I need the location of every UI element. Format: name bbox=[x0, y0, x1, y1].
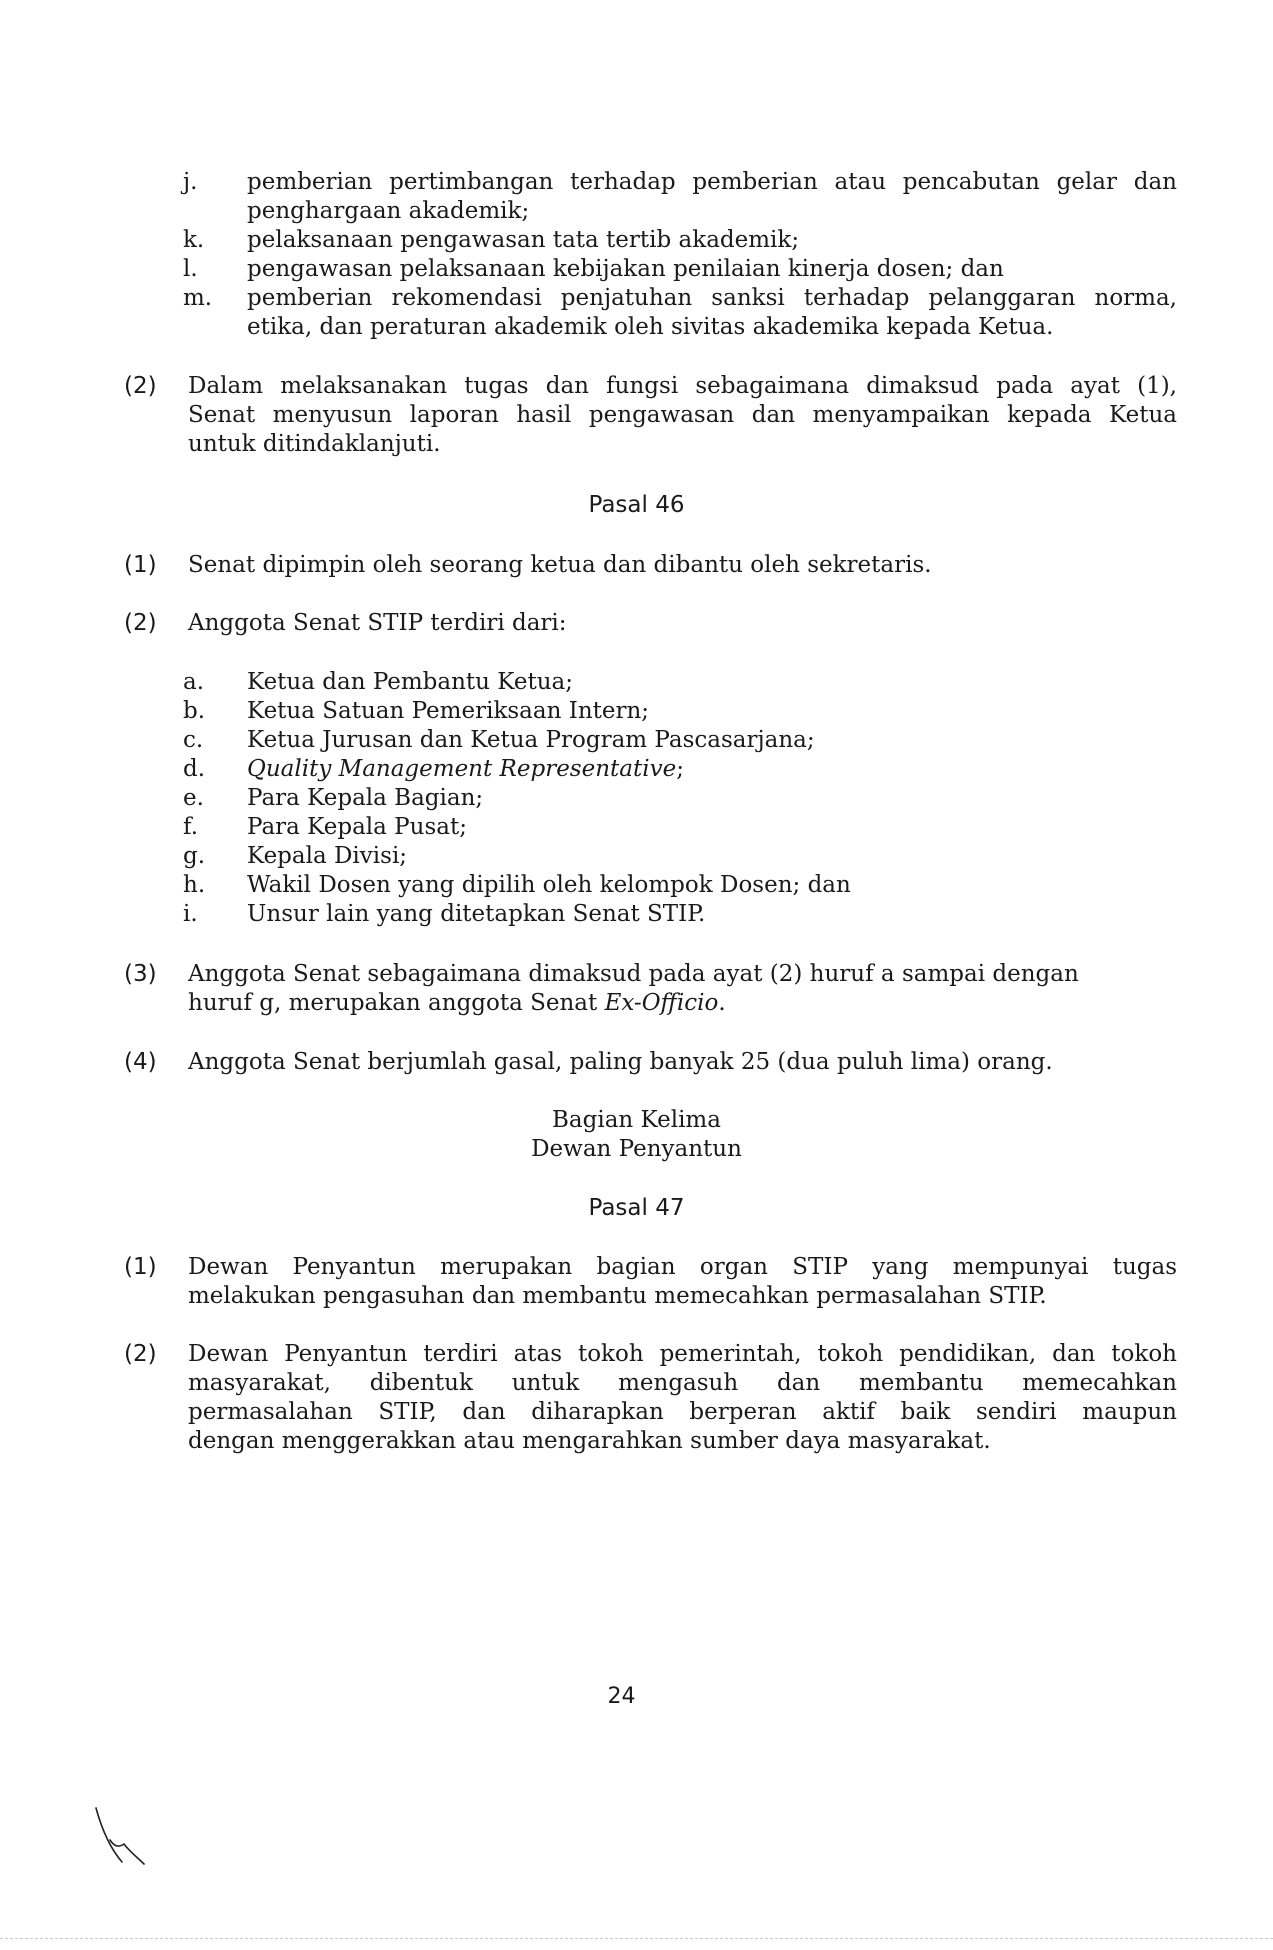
paragraph-number: (2) bbox=[124, 1341, 157, 1367]
bagian-heading: Bagian Kelima bbox=[552, 1107, 721, 1133]
paragraph-line bbox=[0, 1369, 1273, 1398]
list-item-continuation bbox=[0, 197, 1273, 226]
list-item-text: Kepala Divisi; bbox=[247, 843, 408, 869]
paragraph-line bbox=[0, 1340, 1273, 1369]
paragraph-line bbox=[0, 551, 1273, 580]
list-item-text bbox=[247, 755, 1177, 784]
paragraph-text: melakukan pengasuhan dan membantu memecahkan permasalahan STIP. bbox=[188, 1283, 1047, 1309]
paragraph-number: (3) bbox=[124, 961, 157, 987]
punctuation: ; bbox=[676, 756, 684, 782]
pasal-46-heading: Pasal 46 bbox=[588, 492, 685, 518]
list-item bbox=[0, 697, 1273, 726]
list-item bbox=[0, 668, 1273, 697]
list-item-text: etika, dan peraturan akademik oleh sivitas akademika kepada Ketua. bbox=[247, 314, 1054, 340]
initial-signature-mark bbox=[88, 1800, 148, 1870]
paragraph-line bbox=[0, 430, 1273, 459]
paragraph-text bbox=[188, 989, 1177, 1018]
list-item-label: k. bbox=[183, 227, 205, 253]
bagian-subheading: Dewan Penyantun bbox=[531, 1136, 742, 1162]
paragraph-line bbox=[0, 609, 1273, 638]
list-item-label: l. bbox=[183, 256, 198, 282]
list-item bbox=[0, 871, 1273, 900]
list-item-label: e. bbox=[183, 785, 204, 811]
list-item bbox=[0, 168, 1273, 197]
list-item bbox=[0, 900, 1273, 929]
paragraph-line bbox=[0, 989, 1273, 1018]
list-item bbox=[0, 784, 1273, 813]
paragraph-text: Anggota Senat STIP terdiri dari: bbox=[188, 610, 567, 636]
paragraph-line bbox=[0, 1398, 1273, 1427]
pasal-47-ayat-1 bbox=[0, 1253, 1273, 1311]
scan-edge-line bbox=[0, 1938, 1273, 1940]
pasal-46-ayat-3 bbox=[0, 960, 1273, 1018]
list-item-label: h. bbox=[183, 872, 206, 898]
list-item bbox=[0, 284, 1273, 313]
paragraph-text: Senat menyusun laporan hasil pengawasan dan menyampaikan kepada Ketua bbox=[188, 402, 1177, 428]
list-item-text: pelaksanaan pengawasan tata tertib akademik; bbox=[247, 227, 800, 253]
paragraph-text: Anggota Senat berjumlah gasal, paling banyak 25 (dua puluh lima) orang. bbox=[188, 1049, 1053, 1075]
list-item-label: i. bbox=[183, 901, 198, 927]
punctuation: . bbox=[718, 990, 726, 1016]
paragraph-line bbox=[0, 1048, 1273, 1077]
paragraph-text: Senat dipimpin oleh seorang ketua dan dibantu oleh sekretaris. bbox=[188, 552, 932, 578]
paragraph-line bbox=[0, 1253, 1273, 1282]
paragraph-number: (1) bbox=[124, 552, 157, 578]
list-item-text: Para Kepala Pusat; bbox=[247, 814, 467, 840]
paragraph-line bbox=[0, 372, 1273, 401]
list-item-text: Para Kepala Bagian; bbox=[247, 785, 484, 811]
list-item-label: f. bbox=[183, 814, 199, 840]
italic-term: Quality Management Representative bbox=[247, 756, 677, 782]
paragraph-text: untuk ditindaklanjuti. bbox=[188, 431, 441, 457]
paragraph-line bbox=[0, 401, 1273, 430]
text-segment: huruf g, merupakan anggota Senat bbox=[188, 990, 605, 1016]
list-item bbox=[0, 726, 1273, 755]
list-item bbox=[0, 755, 1273, 784]
list-item-label: g. bbox=[183, 843, 206, 869]
pasal-46-ayat-4 bbox=[0, 1048, 1273, 1077]
paragraph-number: (2) bbox=[124, 373, 157, 399]
list-item-text: Ketua Satuan Pemeriksaan Intern; bbox=[247, 698, 650, 724]
list-item bbox=[0, 226, 1273, 255]
pasal-47-heading: Pasal 47 bbox=[588, 1195, 685, 1221]
list-item-text: penghargaan akademik; bbox=[247, 198, 530, 224]
list-item bbox=[0, 842, 1273, 871]
list-item-text: pemberian rekomendasi penjatuhan sanksi terhadap pelanggaran norma, bbox=[247, 285, 1177, 311]
list-j-m bbox=[0, 168, 1273, 342]
list-item-text: pengawasan pelaksanaan kebijakan penilaian kinerja dosen; dan bbox=[247, 256, 1004, 282]
paragraph-text: masyarakat, dibentuk untuk mengasuh dan membantu memecahkan bbox=[188, 1370, 1177, 1396]
list-item bbox=[0, 255, 1273, 284]
paragraph-number: (2) bbox=[124, 610, 157, 636]
list-item-label: b. bbox=[183, 698, 206, 724]
paragraph-text: Anggota Senat sebagaimana dimaksud pada ayat (2) huruf a sampai dengan bbox=[188, 961, 1079, 987]
senate-members-list bbox=[0, 668, 1273, 929]
paragraph-text: dengan menggerakkan atau mengarahkan sumber daya masyarakat. bbox=[188, 1428, 991, 1454]
paragraph-line bbox=[0, 1282, 1273, 1311]
pasal-46-ayat-1 bbox=[0, 551, 1273, 580]
paragraph-text: Dewan Penyantun terdiri atas tokoh pemerintah, tokoh pendidikan, dan tokoh bbox=[188, 1341, 1177, 1367]
paragraph-text: permasalahan STIP, dan diharapkan berperan aktif baik sendiri maupun bbox=[188, 1399, 1177, 1425]
list-item-label: m. bbox=[183, 285, 213, 311]
list-item bbox=[0, 813, 1273, 842]
list-item-text: pemberian pertimbangan terhadap pemberian atau pencabutan gelar dan bbox=[247, 169, 1177, 195]
paragraph-text: Dalam melaksanakan tugas dan fungsi sebagaimana dimaksud pada ayat (1), bbox=[188, 373, 1177, 399]
list-item-continuation bbox=[0, 313, 1273, 342]
list-item-label: j. bbox=[183, 169, 198, 195]
paragraph-line bbox=[0, 960, 1273, 989]
paragraph-number: (4) bbox=[124, 1049, 157, 1075]
pasal-46-ayat-2 bbox=[0, 609, 1273, 638]
list-item-text: Ketua dan Pembantu Ketua; bbox=[247, 669, 573, 695]
paragraph-text: Dewan Penyantun merupakan bagian organ STIP yang mempunyai tugas bbox=[188, 1254, 1177, 1280]
paragraph-line bbox=[0, 1427, 1273, 1456]
list-item-text: Wakil Dosen yang dipilih oleh kelompok Dosen; dan bbox=[247, 872, 851, 898]
paragraph-2 bbox=[0, 372, 1273, 459]
list-item-text: Ketua Jurusan dan Ketua Program Pascasarjana; bbox=[247, 727, 815, 753]
list-item-label: d. bbox=[183, 756, 206, 782]
pasal-47-ayat-2 bbox=[0, 1340, 1273, 1456]
list-item-label: a. bbox=[183, 669, 205, 695]
list-item-label: c. bbox=[183, 727, 204, 753]
list-item-text: Unsur lain yang ditetapkan Senat STIP. bbox=[247, 901, 706, 927]
page-number: 24 bbox=[607, 1684, 636, 1709]
paragraph-number: (1) bbox=[124, 1254, 157, 1280]
italic-term: Ex-Officio bbox=[604, 990, 719, 1016]
